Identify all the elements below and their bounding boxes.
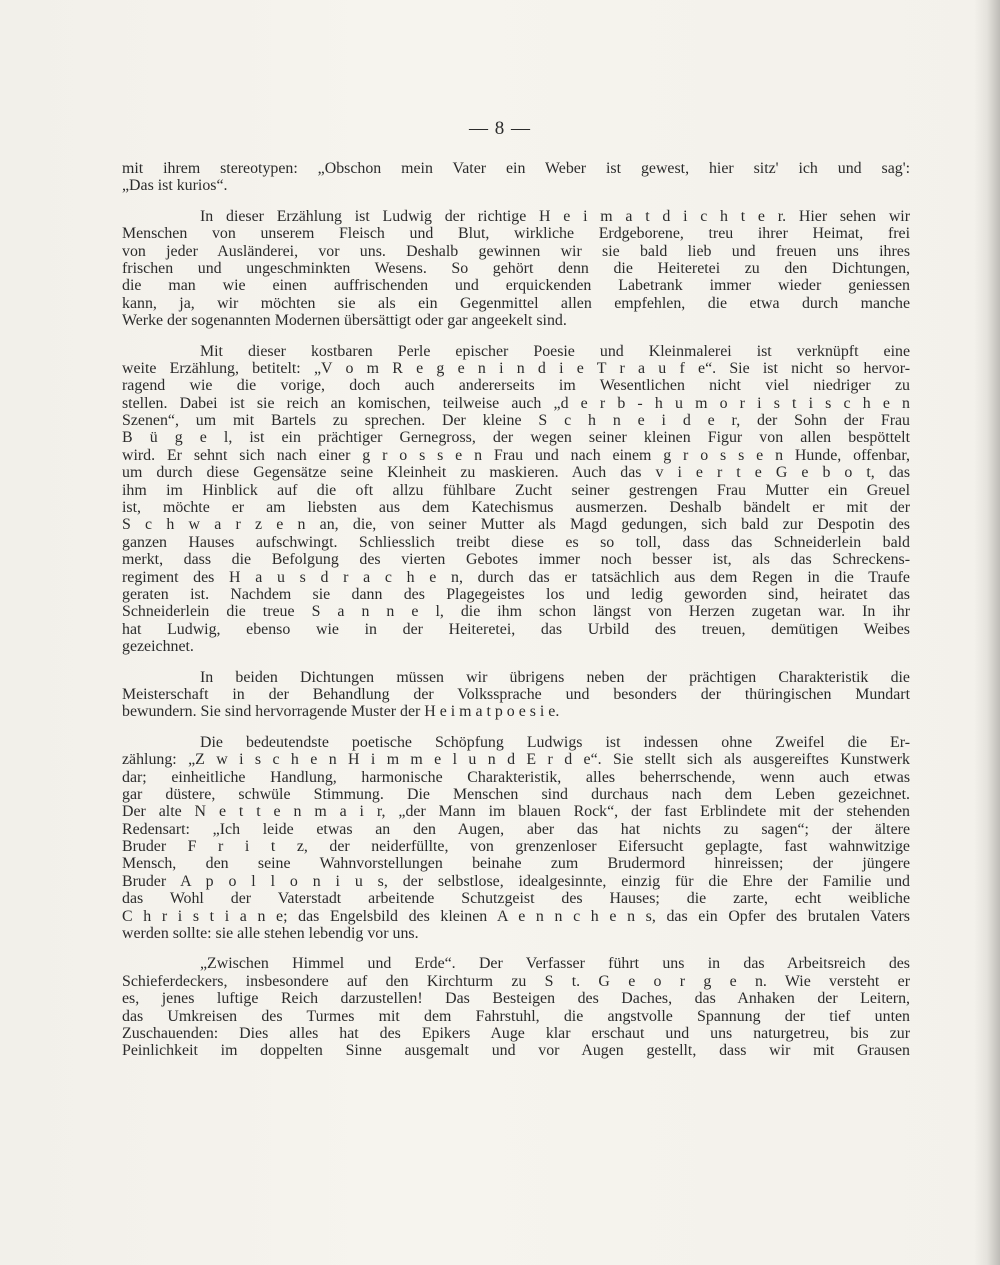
text-line: dar; einheitliche Handlung, harmonische Charakteristik, alles beherrschende, wenn auch etwas — [122, 768, 910, 786]
text-line: werden sollte: sie alle stehen lebendig vor uns. — [122, 925, 419, 943]
text-line: zählung: „Z w i s c h e n H i m m e l u n d E r d e“. Sie stellt sich als ausgereiftes Kunstwerk — [122, 751, 910, 769]
paragraph-gap — [122, 656, 910, 669]
text-line: merkt, dass die Befolgung des vierten Gebotes immer noch besser ist, als das Schreckens- — [122, 551, 910, 569]
text-line: das Umkreisen des Turmes mit dem Fahrstuhl, die angstvolle Spannung der tief unten — [122, 1007, 910, 1025]
text-line: Die bedeutendste poetische Schöpfung Ludwigs ist indessen ohne Zweifel die Er- — [200, 733, 910, 751]
paragraph-2 — [122, 208, 910, 330]
text-line: In beiden Dichtungen müssen wir übrigens neben der prächtigen Charakteristik die — [200, 668, 910, 686]
text-line: stellen. Dabei ist sie reich an komischen, teilweise auch „d e r b - h u m o r i s t i s c h e n — [122, 394, 910, 412]
text-line: Peinlichkeit im doppelten Sinne ausgemalt und vor Augen gestellt, dass wir mit Grausen — [122, 1042, 910, 1060]
text-line: es, jenes luftige Reich darzustellen! Das Besteigen des Daches, das Anhaken der Leitern, — [122, 990, 910, 1008]
text-line: Der alte N e t t e n m a i r, „der Mann im blauen Rock“, der fast Erblindete mit der stehenden — [122, 803, 910, 821]
text-line: geraten ist. Nachdem sie dann des Plagegeistes los und ledig geworden sind, heiratet das — [122, 585, 910, 603]
text-line: ihm im Hinblick auf die oft allzu fühlbare Zucht seiner gestrengen Frau Mutter ein Greuel — [122, 481, 910, 499]
paragraph-gap — [122, 942, 910, 955]
text-line: „Das ist kurios“. — [122, 177, 228, 195]
paragraph-5 — [122, 734, 910, 943]
text-line: hat Ludwig, ebenso wie in der Heiteretei, das Urbild des treuen, demütigen Weibes — [122, 620, 910, 638]
paragraph-gap — [122, 195, 910, 208]
body-text — [122, 160, 910, 1060]
text-line: das Wohl der Vaterstadt arbeitende Schutzgeist des Hauses; die zarte, echt weibliche — [122, 890, 910, 908]
text-line: Meisterschaft in der Behandlung der Volkssprache und besonders der thüringischen Mundart — [122, 685, 910, 703]
text-line: „Zwischen Himmel und Erde“. Der Verfasser führt uns in das Arbeitsreich des — [200, 955, 910, 973]
text-line: C h r i s t i a n e; das Engelsbild des kleinen A e n n c h e n s, das ein Opfer des brutalen Vaters — [122, 907, 910, 925]
text-line: Redensart: „Ich leide etwas an den Augen, aber das hat nichts zu sagen“; der ältere — [122, 820, 910, 838]
text-line: weite Erzählung, betitelt: „V o m R e g e n i n d i e T r a u f e“. Sie ist nicht so hervor- — [122, 359, 910, 377]
text-line: Schieferdeckers, insbesondere auf den Kirchturm zu S t. G e o r g e n. Wie versteht er — [122, 972, 910, 990]
text-line: ragend wie die vorige, doch auch andererseits im Wesentlichen nicht viel niedriger zu — [122, 377, 910, 395]
text-line: wird. Er sehnt sich nach einer g r o s s e n Frau und nach einem g r o s s e n Hunde, offenbar, — [122, 446, 910, 464]
text-line: regiment des H a u s d r a c h e n, durch das er tatsächlich aus dem Regen in die Traufe — [122, 568, 910, 586]
text-line: Mit dieser kostbaren Perle epischer Poesie und Kleinmalerei ist verknüpft eine — [200, 342, 910, 360]
text-line: S c h w a r z e n an, die, von seiner Mutter als Magd gedungen, sich bald zur Despotin des — [122, 516, 910, 534]
text-line: gezeichnet. — [122, 638, 194, 656]
text-line: die man wie einen auffrischenden und erquickenden Labetrank immer wieder geniessen — [122, 277, 910, 295]
text-line: ist, möchte er am liebsten aus dem Katechismus ausmerzen. Deshalb bändelt er mit der — [122, 499, 910, 517]
paragraph-4 — [122, 669, 910, 721]
text-line: B ü g e l, ist ein prächtiger Gernegross, der wegen seiner kleinen Figur von allen bespöttelt — [122, 429, 910, 447]
text-line: frischen und ungeschminkten Wesens. So gehört denn die Heiteretei zu den Dichtungen, — [122, 259, 910, 277]
text-line: mit ihrem stereotypen: „Obschon mein Vater ein Weber ist gewest, hier sitz' ich und sag': — [122, 160, 910, 177]
paragraph-1 — [122, 160, 910, 195]
text-line: Mensch, den seine Wahnvorstellungen beinahe zum Brudermord hinreissen; der jüngere — [122, 855, 910, 873]
text-line: Werke der sogenannten Modernen übersättigt oder gar angeekelt sind. — [122, 312, 567, 330]
text-line: gar düstere, schwüle Stimmung. Die Menschen sind durchaus nach dem Leben gezeichnet. — [122, 785, 910, 803]
page-edge-shadow — [974, 0, 1000, 1265]
text-line: kann, ja, wir möchten sie als ein Gegenmittel allen empfehlen, die etwa durch manche — [122, 294, 910, 312]
text-line: ganzen Hauses aufschwingt. Schliesslich treibt diese es so toll, dass das Schneiderlein bald — [122, 533, 910, 551]
paragraph-6 — [122, 955, 910, 1059]
paragraph-3 — [122, 343, 910, 656]
text-line: Bruder F r i t z, der neiderfüllte, von grenzenloser Eifersucht geplagte, fast wahnwitzige — [122, 838, 910, 856]
text-line: bewundern. Sie sind hervorragende Muster der H e i m a t p o e s i e. — [122, 703, 560, 721]
text-line: von jeder Ausländerei, vor uns. Deshalb gewinnen wir sie bald lieb und freuen uns ihres — [122, 242, 910, 260]
text-line: Bruder A p o l l o n i u s, der selbstlose, idealgesinnte, einzig für die Ehre der Familie und — [122, 872, 910, 890]
paragraph-gap — [122, 721, 910, 734]
text-line: Zuschauenden: Dies alles hat des Epikers Auge klar erschaut und uns naturgetreu, bis zur — [122, 1024, 910, 1042]
text-line: Schneiderlein die treue S a n n e l, die ihm schon längst von Herzen zugetan war. In ihr — [122, 603, 910, 621]
text-line: In dieser Erzählung ist Ludwig der richtige H e i m a t d i c h t e r. Hier sehen wir — [200, 207, 910, 225]
paragraph-gap — [122, 330, 910, 343]
text-line: Szenen“, um mit Bartels zu sprechen. Der kleine S c h n e i d e r, der Sohn der Frau — [122, 412, 910, 430]
page-number: — 8 — — [469, 118, 531, 139]
text-line: um durch diese Gegensätze seine Kleinheit zu maskieren. Auch das v i e r t e G e b o t, das — [122, 464, 910, 482]
text-line: Menschen von unserem Fleisch und Blut, wirkliche Erdgeborene, treu ihrer Heimat, frei — [122, 225, 910, 243]
